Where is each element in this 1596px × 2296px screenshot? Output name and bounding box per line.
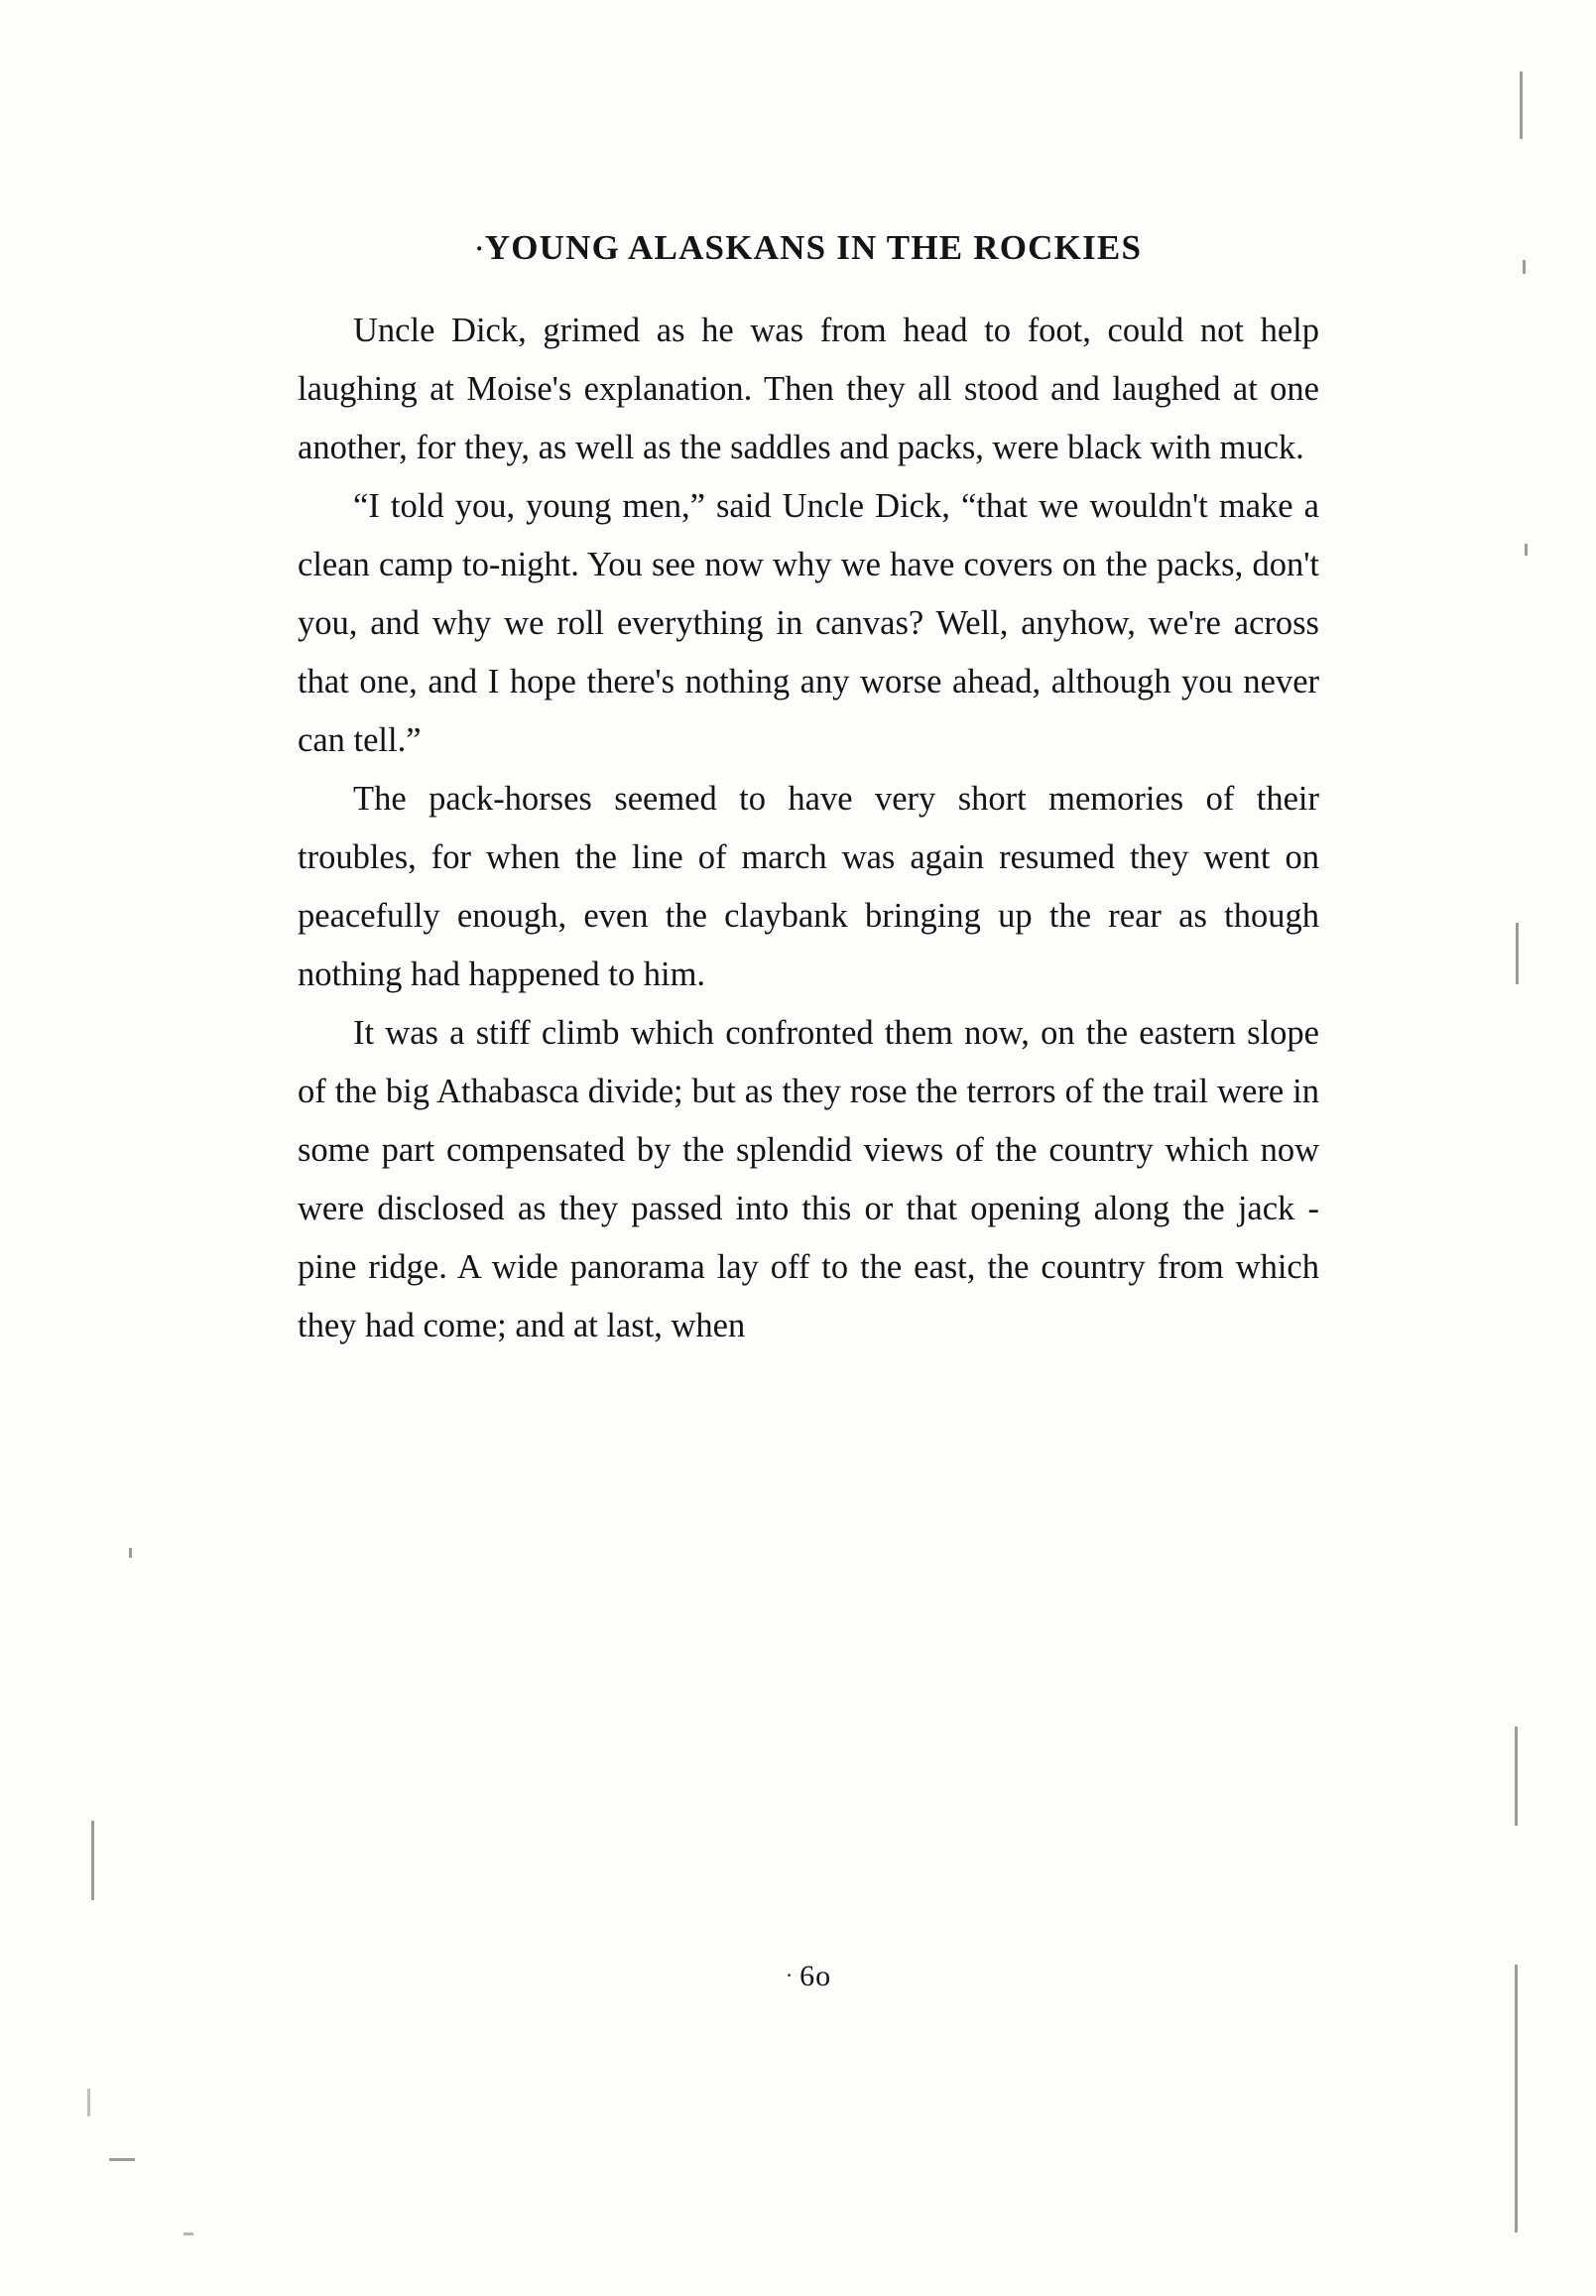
paragraph-1: Uncle Dick, grimed as he was from head to foot, could not help laughing at Moise's explanation. Then they all stood and laughed at one another, for they, as well as the saddles and packs, were black with muck. <box>298 312 1319 466</box>
scan-mark-left-tick <box>109 2158 135 2161</box>
paragraph-4: It was a stiff climb which confronted them now, on the eastern slope of the big Athabasca divide; but as they rose the terrors of the trail were in some part compensated by the splendid views of the country which now were disclosed as they passed into this or that opening along the jack - pine ridge. A wide panorama lay off to the east, the country from which they had come; and at last, when <box>298 1014 1319 1344</box>
scan-mark-bottom-left <box>184 2232 193 2235</box>
scan-mark-left-dash <box>87 2089 90 2116</box>
paragraph-2: “I told you, young men,” said Uncle Dick, “that we wouldn't make a clean camp to-night. You see now why we have covers on the packs, don't you, and why we roll everything in canvas? Well, anyhow, we're across that one, and I hope there's nothing any worse ahead, although you never can tell.” <box>298 487 1319 759</box>
paragraph-3: The pack-horses seemed to have very short memories of their troubles, for when the line of march was again resumed they went on peacefully enough, even the claybank bringing up the rear as though nothing had happened to him. <box>298 780 1319 993</box>
scan-mark-right-upper <box>1523 260 1526 274</box>
running-head-text: YOUNG ALASKANS IN THE ROCKIES <box>484 228 1143 267</box>
scan-mark-right-mid2 <box>1516 923 1519 984</box>
folio-text: 6o <box>799 1960 832 1992</box>
scan-mark-right-lower <box>1515 1726 1518 1826</box>
scan-mark-left-dot <box>129 1548 132 1558</box>
running-head <box>298 228 1319 268</box>
page-number <box>298 1960 1319 1993</box>
scan-mark-top-right <box>1520 71 1523 139</box>
scan-mark-right-mid <box>1525 544 1528 556</box>
scan-mark-right-bottom <box>1515 1965 1518 2232</box>
running-head-lead-mark: · <box>474 234 485 263</box>
scan-mark-left-bar <box>91 1821 94 1900</box>
page-text-block <box>298 228 1319 1355</box>
folio-mark: · <box>785 1963 795 1987</box>
